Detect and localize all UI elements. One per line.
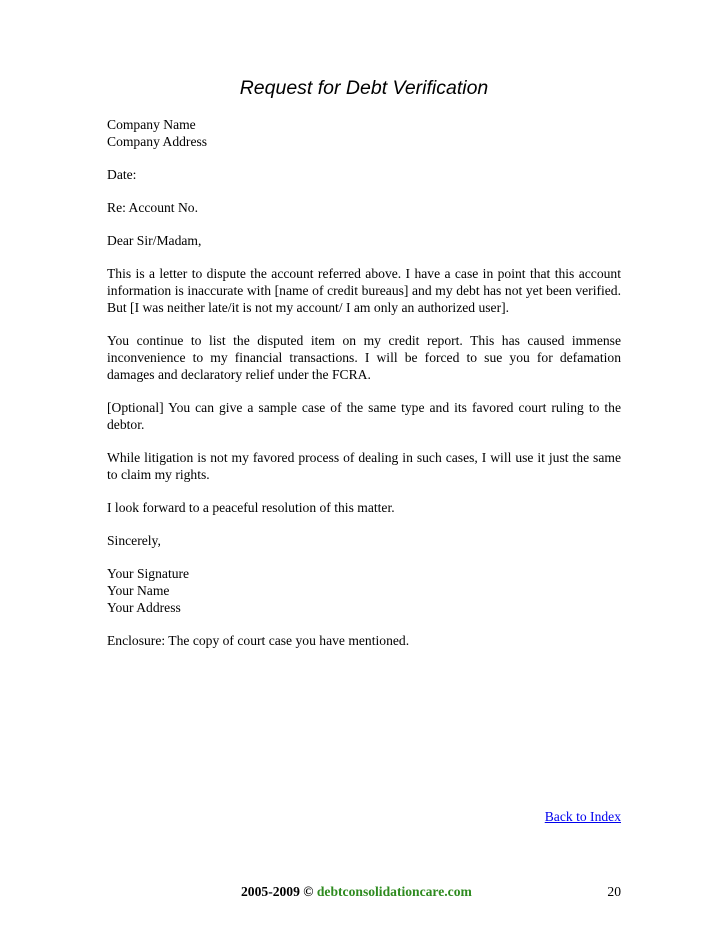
paragraph-litigation: While litigation is not my favored process of dealing in such cases, I will use it just the same to claim my rights. [107,450,621,482]
signature-block [107,565,621,616]
paragraph-credit-report: You continue to list the disputed item on my credit report. This has caused immense inconvenience to my financial transactions. I will be forced to sue you for defamation damages and declaratory relief under the FCRA. [107,333,621,382]
paragraph-dispute: This is a letter to dispute the account referred above. I have a case in point that this account information is inaccurate with [name of credit bureaus] and my debt has not yet been verified. But [I was neither late/it is not my account/ I am only an authorized user]. [107,266,621,315]
salutation: Dear Sir/Madam, [107,233,202,248]
paragraph-optional: [Optional] You can give a sample case of the same type and its favored court ruling to the debtor. [107,400,621,432]
signature-placeholder: Your Signature [107,566,190,581]
date-line [107,166,621,183]
footer-copyright: 2005-2009 © [241,884,314,899]
closing-line [107,532,621,549]
date-label: Date: [107,167,137,182]
paragraph-resolution: I look forward to a peaceful resolution of this matter. [107,500,395,515]
salutation-line [107,232,621,249]
back-to-index-link[interactable]: Back to Index [544,809,621,824]
company-name: Company Name [107,117,196,132]
name-placeholder: Your Name [107,583,170,598]
reference-line [107,199,621,216]
recipient-block [107,116,621,150]
page-title: Request for Debt Verification [239,77,489,99]
footer-site-link[interactable]: debtconsolidationcare.com [316,884,472,899]
page-number: 20 [607,884,621,899]
closing: Sincerely, [107,533,161,548]
footer-credit [241,883,472,900]
account-reference: Re: Account No. [107,200,198,215]
enclosure: Enclosure: The copy of court case you have mentioned. [107,633,410,648]
letter-body [107,116,621,665]
address-placeholder: Your Address [107,600,181,615]
enclosure-line [107,632,621,649]
company-address: Company Address [107,134,208,149]
